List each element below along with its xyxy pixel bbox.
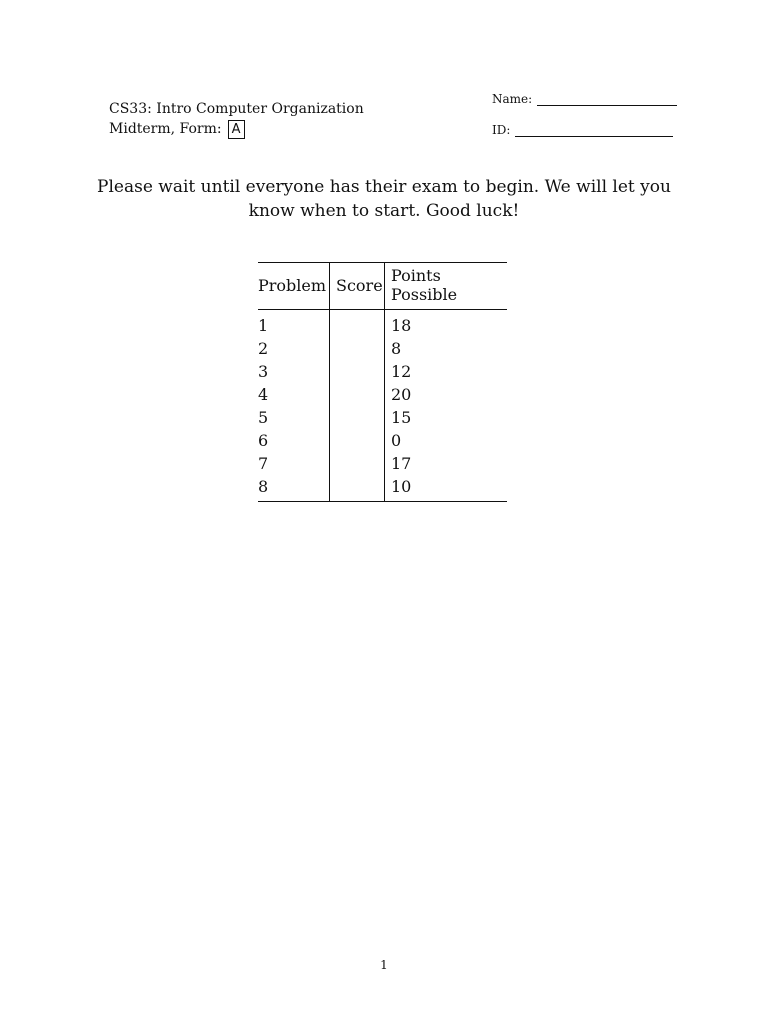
table-row — [258, 452, 507, 475]
problem-number: 6 — [258, 431, 269, 450]
form-letter-box: A — [228, 120, 245, 139]
points-possible: 15 — [385, 406, 508, 429]
header-score: Score — [330, 263, 385, 310]
table-row — [258, 429, 507, 452]
points-possible: 18 — [385, 310, 508, 338]
page-number: 1 — [380, 958, 388, 972]
points-possible: 17 — [385, 452, 508, 475]
exam-form-line — [109, 119, 364, 139]
table-row — [258, 383, 507, 406]
id-field[interactable] — [515, 123, 673, 137]
course-info — [109, 99, 364, 139]
points-possible: 12 — [385, 360, 508, 383]
points-possible: 10 — [385, 475, 508, 502]
table-row — [258, 360, 507, 383]
id-label: ID: — [492, 123, 511, 137]
score-cell[interactable] — [330, 452, 385, 475]
score-cell[interactable] — [330, 429, 385, 452]
problem-number: 7 — [258, 454, 269, 473]
problem-number: 5 — [258, 408, 269, 427]
table-header-row — [258, 263, 507, 310]
score-cell[interactable] — [330, 475, 385, 502]
score-table — [258, 262, 507, 502]
table-row — [258, 310, 507, 338]
id-field-row — [492, 119, 677, 137]
score-cell[interactable] — [330, 310, 385, 338]
problem-number: 2 — [258, 339, 269, 358]
score-cell[interactable] — [330, 406, 385, 429]
table-row — [258, 475, 507, 502]
name-field-row — [492, 88, 677, 106]
header-points-possible: Points Possible — [385, 263, 508, 310]
exam-instructions: Please wait until everyone has their exam to begin. We will let you know when to start. Good luck! — [97, 177, 671, 221]
problem-number: 3 — [258, 362, 269, 381]
points-possible: 0 — [385, 429, 508, 452]
name-field[interactable] — [537, 92, 677, 106]
score-cell[interactable] — [330, 360, 385, 383]
header-problem: Problem — [258, 263, 330, 310]
course-title: CS33: Intro Computer Organization — [109, 101, 364, 117]
table-row — [258, 337, 507, 360]
student-fields — [492, 88, 677, 137]
score-cell[interactable] — [330, 383, 385, 406]
score-cell[interactable] — [330, 337, 385, 360]
name-label: Name: — [492, 92, 533, 106]
problem-number: 4 — [258, 385, 269, 404]
points-possible: 20 — [385, 383, 508, 406]
problem-number: 1 — [258, 316, 269, 335]
problem-number: 8 — [258, 477, 269, 496]
exam-label: Midterm, Form: — [109, 121, 222, 137]
points-possible: 8 — [385, 337, 508, 360]
table-row — [258, 406, 507, 429]
